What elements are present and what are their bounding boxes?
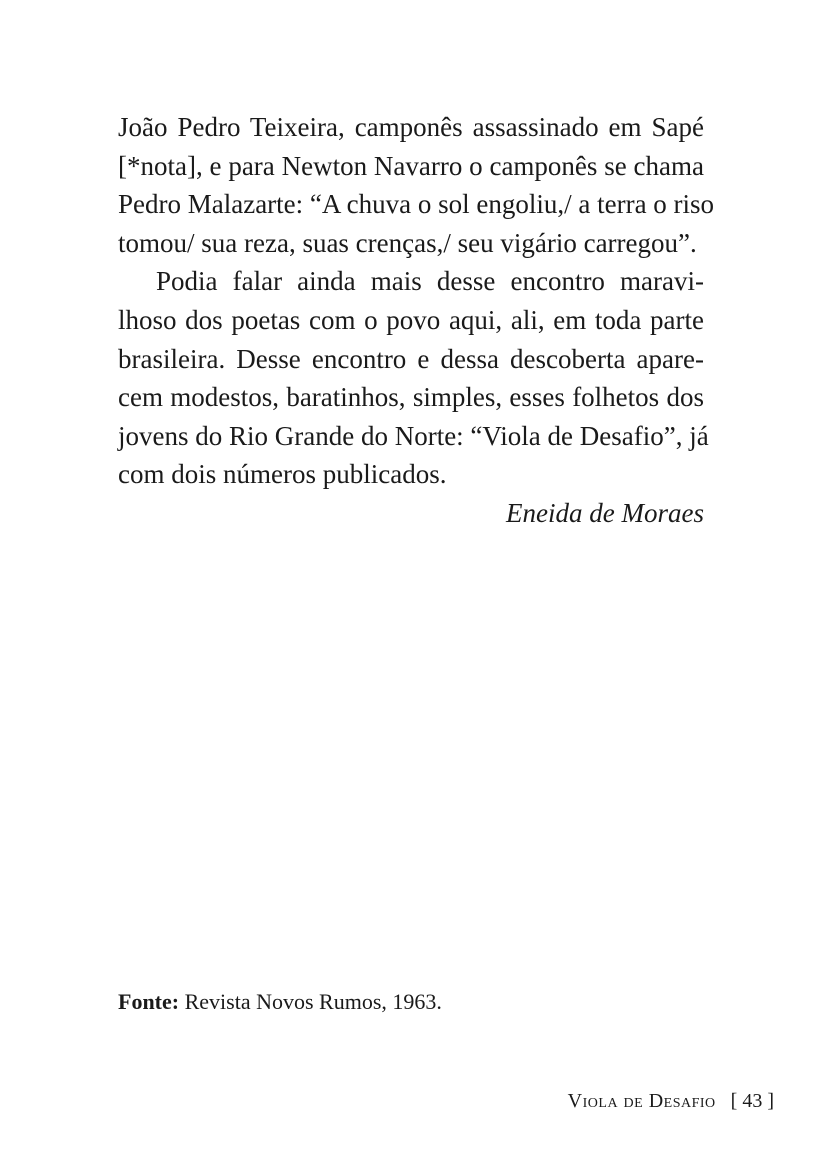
article-text [118,108,715,494]
text-line: cem modestos, baratinhos, simples, esses folhetos dos [118,382,704,413]
paragraph-1 [118,108,715,262]
text-line: [*nota], e para Newton Navarro o camponês se chama [118,150,704,181]
text-line: Pedro Malazarte: “A chuva o sol engoliu,/ a terra o riso [118,189,715,220]
source-note [118,987,442,1017]
text-line: João Pedro Teixeira, camponês assassinado em Sapé [118,112,704,142]
book-title: Viola de Desafio [567,1090,716,1112]
running-footer [568,1086,774,1116]
text-line: com dois números publicados. [118,459,447,490]
source-label: Fonte: [118,989,180,1014]
page-number: [ 43 ] [730,1090,774,1112]
page-body [118,108,715,533]
text-line: brasileira. Desse encontro e dessa descoberta apare- [118,343,704,374]
source-text: Revista Novos Rumos, 1963. [184,989,442,1014]
paragraph-2 [118,262,709,494]
text-line: lhoso dos poetas com o povo aqui, ali, em toda parte [118,304,704,335]
text-line: jovens do Rio Grande do Norte: “Viola de Desafio”, já [118,420,709,451]
text-line: Podia falar ainda mais desse encontro maravi- [156,266,704,297]
text-line: tomou/ sua reza, suas crenças,/ seu vigário carregou”. [118,227,697,258]
author-signature: Eneida de Moraes [506,497,704,528]
